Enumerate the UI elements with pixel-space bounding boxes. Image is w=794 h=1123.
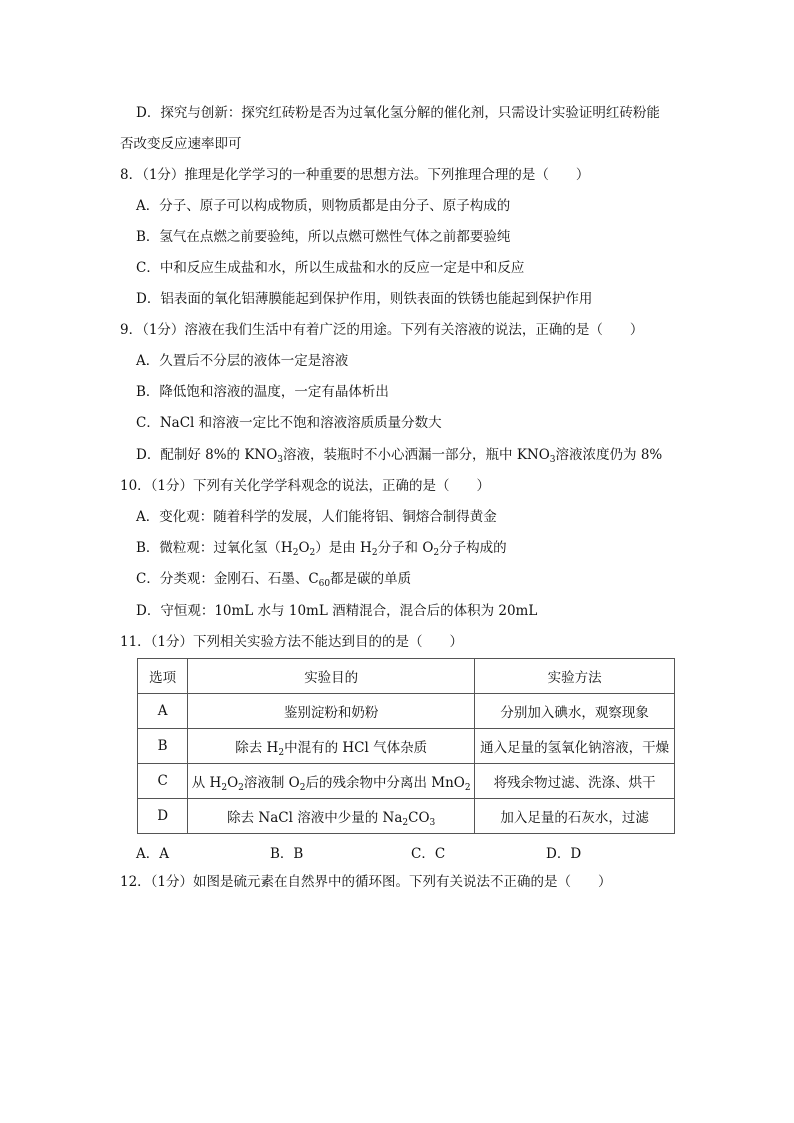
q10-option-b: B．微粒观：过氧化氢$(H_2O_2)$是由 $H_2$分子和 $O_2$分子构成的 (136, 540, 507, 558)
table-cell-purpose: 从 $H_2O_2$溶液制 $O_2$后的残余物中分离出 MnO$_2$ (188, 764, 475, 799)
table-cell-purpose: 除去 NaCl 溶液中少量的 $Na_2CO_3$ (188, 799, 475, 834)
q11-table (137, 658, 675, 834)
q9-option-d: D．配制好 8%的 $KNO_3$溶液，装瓶时不小心洒漏一部分，瓶中 $KNO_3$溶液浓度仍为 8% (136, 447, 663, 465)
q8-option-a: A．分子、原子可以构成物质，则物质都是由分子、原子构成的 (136, 198, 511, 214)
table-cell-method: 加入足量的石灰水，过滤 (475, 799, 675, 834)
table-row (138, 729, 675, 764)
table-cell-purpose: 鉴别淀粉和奶粉 (188, 694, 475, 729)
q10-option-d: D．守恒观：10mL 水与 10mL 酒精混合，混合后的体积为 20mL (136, 603, 538, 619)
table-cell-method: 分别加入碘水，观察现象 (475, 694, 675, 729)
table-cell-method: 将残余物过滤、洗涤、烘干 (475, 764, 675, 799)
q11-stem: 11．（1分）下列相关实验方法不能达到目的的是（ ） (120, 634, 464, 650)
q8-option-b: B．氢气在点燃之前要验纯，所以点燃可燃性气体之前都要验纯 (136, 229, 511, 245)
table-header-row (138, 659, 675, 694)
table-row (138, 799, 675, 834)
table-cell-option: C (138, 764, 188, 799)
q9-option-c: C．NaCl 和溶液一定比不饱和溶液溶质质量分数大 (136, 415, 442, 431)
q9-stem: 9．（1分）溶液在我们生活中有着广泛的用途。下列有关溶液的说法，正确的是（ ） (120, 322, 644, 338)
q8-stem: 8．（1分）推理是化学学习的一种重要的思想方法。下列推理合理的是（ ） (120, 167, 590, 183)
table-header-cell: 选项 (138, 659, 188, 694)
q10-stem: 10．（1分）下列有关化学学科观念的说法，正确的是（ ） (120, 478, 491, 494)
q8-option-d: D．铝表面的氧化铝薄膜能起到保护作用，则铁表面的铁锈也能起到保护作用 (136, 291, 593, 307)
q7-option-d-line1: D．探究与创新：探究红砖粉是否为过氧化氢分解的催化剂，只需设计实验证明红砖粉能 (136, 105, 660, 121)
table-header-cell: 实验目的 (188, 659, 475, 694)
table-row (138, 694, 675, 729)
table-cell-purpose: 除去 $H_2$中混有的 HCl 气体杂质 (188, 729, 475, 764)
table-cell-option: D (138, 799, 188, 834)
table-cell-method: 通入足量的氢氧化钠溶液，干燥 (475, 729, 675, 764)
q12-stem: 12．（1分）如图是硫元素在自然界中的循环图。下列有关说法不正确的是（ ） (120, 874, 612, 890)
q10-option-c: C．分类观：金刚石、石墨、$C_{60}$都是碳的单质 (136, 571, 412, 589)
q11-answer-c: C．C (411, 846, 446, 862)
q8-option-c: C．中和反应生成盐和水，所以生成盐和水的反应一定是中和反应 (136, 260, 525, 276)
table-cell-option: B (138, 729, 188, 764)
q7-option-d-line2: 否改变反应速率即可 (120, 136, 242, 152)
table-cell-option: A (138, 694, 188, 729)
q11-answer-a: A．A (136, 846, 169, 862)
table-header-cell: 实验方法 (475, 659, 675, 694)
q9-option-a: A．久置后不分层的液体一定是溶液 (136, 353, 349, 369)
q11-answer-d: D．D (546, 846, 582, 862)
q11-answer-b: B．B (270, 846, 304, 862)
q9-option-b: B．降低饱和溶液的温度，一定有晶体析出 (136, 384, 389, 400)
table-row (138, 764, 675, 799)
q10-option-a: A．变化观：随着科学的发展，人们能将铝、铜熔合制得黄金 (136, 509, 497, 525)
